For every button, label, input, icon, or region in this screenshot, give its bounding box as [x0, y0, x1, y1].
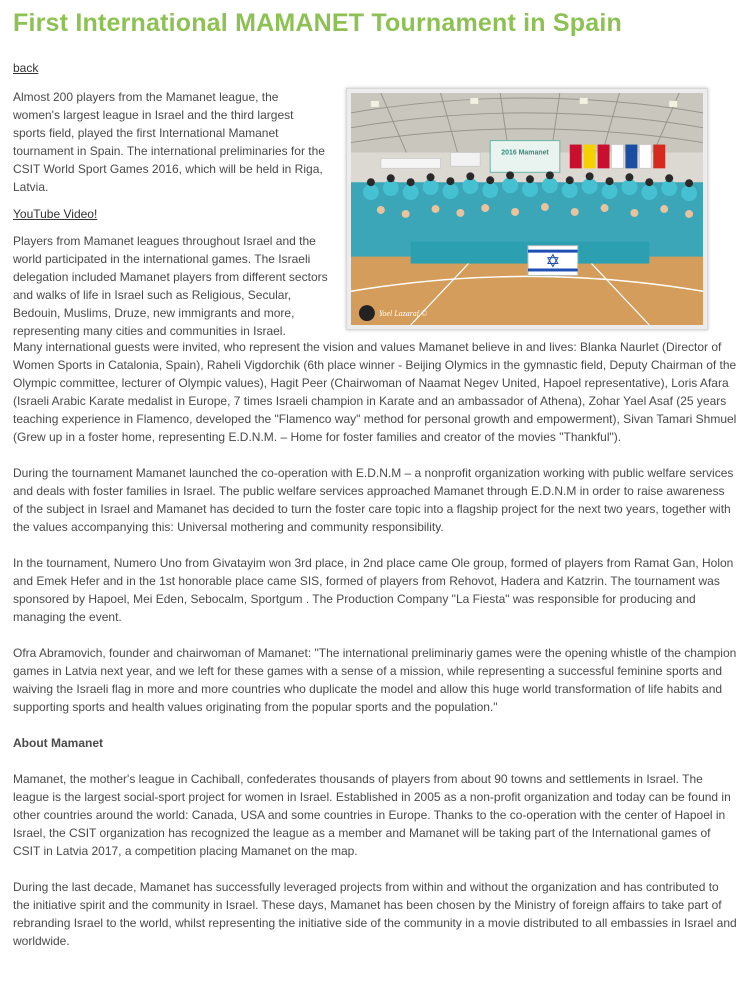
intro-paragraph: Almost 200 players from the Mamanet league, the women's largest league in Israel and the third largest sports field, played the first International Mamanet tournament in Spain. The international preliminaries for the CSIT World Sport Games 2016, which will be held in Riga, Latvia. — [13, 90, 325, 194]
body-paragraph: During the tournament Mamanet launched the co-operation with E.D.N.M – a nonprofit organization working with public welfare services and deals with foster families in Israel. The public welfare services approached Mamanet through E.D.N.M in order to raise awareness of the subject in Israel and Mamanet has decided to turn the foster care topic into a flagship project for the next two years, together with the values accompanying this: Universal mothering and community responsibility. — [13, 466, 734, 534]
body-paragraph: Many international guests were invited, who represent the vision and values Mamanet believe in and lives: Blanka Naurlet (Director of Women Sports in Catalonia, Spain), Raheli Vigdorchik (6th place winner - Beijing Olymics in the gymnastic field, Deputy Chairman of the Olympic committee, lecturer of Olympic values), Hagit Peer (Chairwoman of Naamat Negev United, Hapoel representative), Loris Afara (Israeli Arabic Karate medalist in Europe, 7 times Israeli champion in Karate and an ambassador of Athena), Zohar Yael Asaf (25 years teaching experience in Flamenco, developed the "Flamenco way" method for personal growth and empowerment), Sivan Tamari Shmuel (Grew up in a foster home, representing E.D.N.M. – Home for foster families and creator of the movies "Thankful"). — [13, 340, 737, 444]
intro-text — [13, 88, 328, 340]
youtube-link-wrapper — [13, 205, 328, 223]
intro-section — [13, 88, 737, 338]
article-body — [13, 338, 737, 950]
page-title: First International MAMANET Tournament in Spain — [13, 9, 622, 37]
body-paragraph: Ofra Abramovich, founder and chairwoman of Mamanet: "The international preliminariy games were the opening whistle of the champion games in Latvia next year, and we left for these games with a sense of a mission, while representing a successful feminine sports and waiving the Israeli flag in more and more countries who duplicate the model and allow this huge world transformation of life habits and supporting sports and health values originating from the popular sports and the population." — [13, 646, 737, 714]
body-paragraph: During the last decade, Mamanet has successfully leveraged projects from within and without the organization and has contributed to the initiative spirit and the community in Israel. These days, Mamanet has been chosen by the Ministry of foreign affairs to take part of rebranding Israel to the world, whilst representing the initiative side of the community in a movie distributed to all embassies in Israel and worldwide. — [13, 880, 737, 948]
about-heading: About Mamanet — [13, 736, 103, 750]
intro-paragraph: Players from Mamanet leagues throughout Israel and the world participated in the international games. The Israeli delegation included Mamanet players from different sectors and walks of life in Israel such as Religious, Secular, Bedouin, Muslims, Druze, new immigrants and more, representing many cities and communities in Israel. — [13, 234, 328, 338]
photo-credit: Yoel Lazaraf © — [378, 309, 428, 319]
team-photo — [346, 88, 708, 330]
body-paragraph: Mamanet, the mother's league in Cachiball, confederates thousands of players from about 90 towns and settlements in Israel. The league is the largest social-sport project for women in Israel. Established in 2005 as a non-profit organization and today can be found in other countries around the world: Canada, USA and some countries in Europe. Thanks to the co-operation with the center of Hapoel in Israel, the CSIT organization has recognized the league as a member and Mamanet will be taking part of the International games of CSIT in Latvia 2017, a competition placing Mamanet on the map. — [13, 772, 731, 858]
photo-banner-text: 2016 Mamanet — [501, 149, 549, 157]
team-photo-image — [351, 93, 703, 325]
youtube-video-link[interactable]: YouTube Video! — [13, 207, 98, 221]
body-paragraph: In the tournament, Numero Uno from Givatayim won 3rd place, in 2nd place came Ole group, formed of players from Ramat Gan, Holon and Emek Hefer and in the 1st honorable place came SIS, formed of players from Rehovot, Hadera and Katzrin. The tournament was sponsored by Hapoel, Mei Eden, Sebocalm, Sportgum . The Production Company "La Fiesta" was responsible for producing and managing the event. — [13, 556, 734, 624]
back-link[interactable]: back — [13, 61, 39, 75]
